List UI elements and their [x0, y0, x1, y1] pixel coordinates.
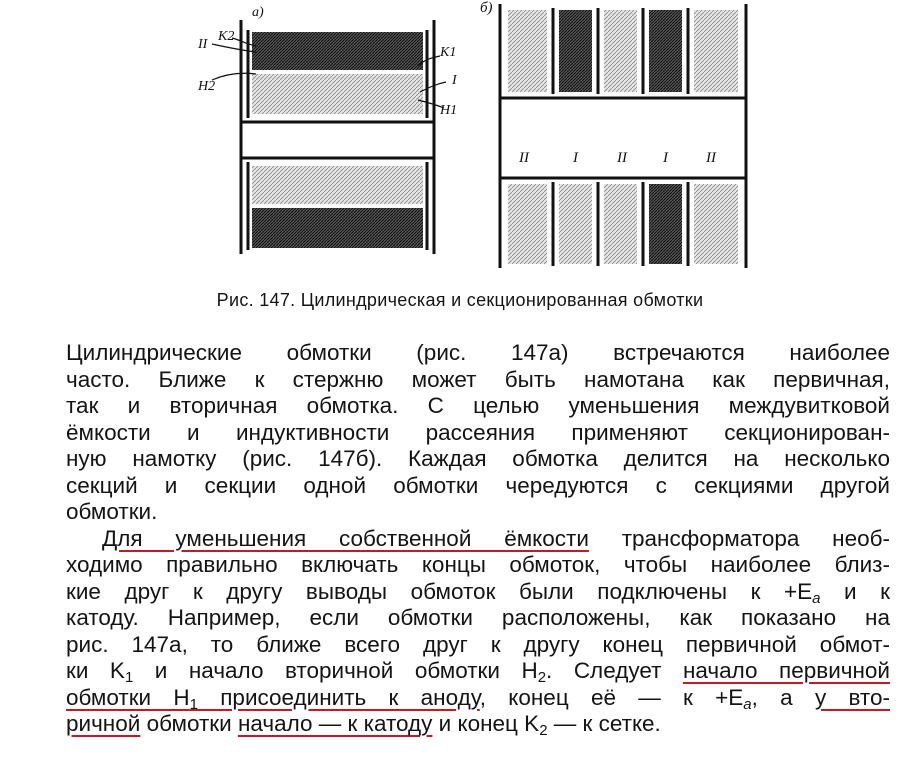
text-line: ричной обмотки начало — к катоду и конец $K_2$ — к сетке. — [66, 711, 661, 739]
sections-bottom — [508, 184, 738, 264]
text-line: катоду. Например, если обмотки расположены, как показано на — [66, 605, 890, 630]
label-b-II-2: II — [617, 150, 627, 166]
winding-diagram — [0, 0, 920, 290]
winding-II-bottom — [252, 208, 423, 248]
label-b-II-1: II — [519, 150, 529, 166]
text-line: так и вторичная обмотка. С целью уменьшения междувитковой — [66, 393, 890, 418]
underlined-phrase: Для уменьшения собственной ёмкости — [102, 525, 589, 551]
text-line: Цилиндрические обмотки (рис. 147а) встречаются наиболее — [66, 340, 890, 365]
label-K1: K1 — [440, 45, 457, 60]
underlined-phrase: у вто- — [814, 684, 890, 710]
text-line: ную намотку (рис. 147б). Каждая обмотка делится на несколько — [66, 446, 890, 471]
label-b: б) — [480, 0, 493, 16]
underlined-phrase: ричной — [66, 711, 141, 736]
text-line: часто. Ближе к стержню может быть намотана как первичная, — [66, 366, 890, 392]
label-b-II-3: II — [706, 150, 716, 166]
label-II-a: II — [198, 37, 208, 52]
underlined-phrase: обмотки $H_1$ присоединить к аноду — [66, 684, 480, 713]
label-K2: K2 — [218, 29, 235, 44]
winding-I-bottom — [252, 166, 423, 204]
body-text — [66, 340, 890, 738]
figure-147 — [0, 0, 920, 290]
label-H2: H2 — [198, 79, 216, 94]
text-line: ходимо правильно включать концы обмоток, чтобы наиболее близ- — [66, 552, 890, 577]
text-line: секций и секции одной обмотки чередуются с секциями другой — [66, 472, 890, 498]
label-H1: H1 — [440, 103, 458, 118]
winding-I-top — [252, 74, 423, 114]
text-line: ки $K_1$ и начало вторичной обмотки $H_2$. Следует начало первичной — [66, 658, 890, 686]
label-I-a: I — [452, 73, 457, 88]
underlined-phrase: начало первичной — [682, 658, 890, 683]
text-line: кие друг к другу выводы обмоток были подключены $к +E_a$ и к — [66, 578, 890, 607]
text-line: ёмкости и индуктивности рассеяния применяют секционирован- — [66, 419, 890, 445]
text-line: Для уменьшения собственной ёмкости трансформатора необ- — [102, 525, 890, 551]
figure-caption: Рис. 147. Цилиндрическая и секционированная обмотки — [216, 290, 704, 310]
text-line: обмотки $H_1$ присоединить к аноду, конец её — $к +E_a$, а у вто- — [66, 684, 890, 713]
label-b-I-2: I — [663, 150, 668, 166]
text-line: рис. 147а, то ближе всего друг к другу конец первичной обмот- — [66, 631, 890, 657]
label-a: а) — [252, 5, 264, 20]
sections-top — [508, 10, 738, 92]
underlined-phrase: начало — к катоду — [237, 711, 433, 736]
text-line: обмотки. — [66, 499, 158, 524]
winding-II-top — [252, 32, 423, 70]
label-b-I-1: I — [573, 150, 578, 166]
